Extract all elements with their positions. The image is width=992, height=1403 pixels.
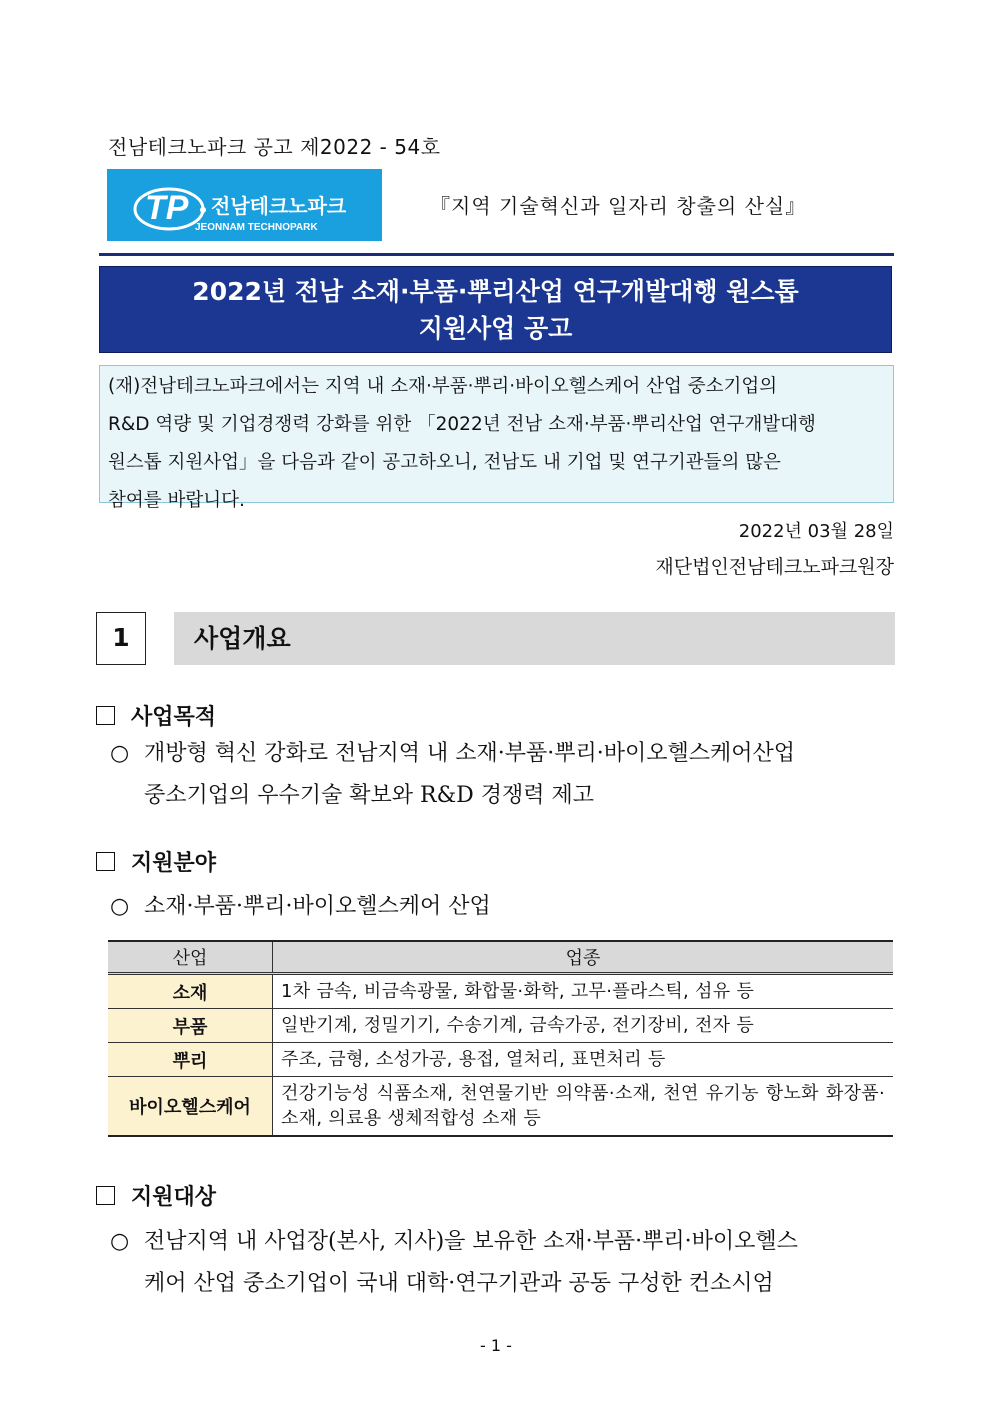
subsection-heading-target (96, 1180, 216, 1211)
subsection-heading-label: 지원대상 (131, 1185, 217, 1210)
table-cell-desc: 건강기능성 식품소재, 천연물기반 의약품·소재, 천연 유기농 항노화 화장품·소재, 의료용 생체적합성 소재 등 (273, 1077, 894, 1137)
logo-mark-icon (107, 169, 382, 241)
bullet-text: 개방형 혁신 강화로 전남지역 내 소재·부품·뿌리·바이오헬스케어산업 (144, 741, 796, 766)
table-row (108, 1009, 893, 1043)
subsection-heading-field (96, 846, 216, 877)
title-line-2: 지원사업 공고 (418, 314, 573, 343)
logo-title: 전남테크노파크 (211, 194, 347, 218)
notice-date: 2022년 03월 28일 (738, 521, 894, 542)
subsection-heading-purpose (96, 700, 216, 731)
slogan: 『지역 기술혁신과 일자리 창출의 산실』 (430, 194, 807, 218)
header-rule (99, 253, 894, 256)
bullet-field (110, 886, 900, 928)
circle-bullet-icon: ○ (110, 741, 130, 766)
section-number: 1 (96, 612, 146, 665)
notice-number: 전남테크노파크 공고 제2022 - 54호 (108, 135, 441, 159)
section-title: 사업개요 (174, 612, 895, 665)
table-row (108, 1043, 893, 1077)
table-cell-desc: 1차 금속, 비금속광물, 화합물·화학, 고무·플라스틱, 섬유 등 (273, 974, 894, 1009)
checkbox-square-icon (96, 706, 115, 725)
logo-tp-text: TP (145, 189, 189, 227)
intro-paragraph (99, 365, 894, 511)
table-cell-category: 뿌리 (108, 1043, 273, 1077)
jeonnam-technopark-logo (107, 169, 382, 241)
table-cell-category: 바이오헬스케어 (108, 1077, 273, 1137)
table-row (108, 974, 893, 1009)
table-header-industry: 산업 (108, 941, 273, 974)
table-header-row (108, 941, 893, 974)
intro-line: (재)전남테크노파크에서는 지역 내 소재·부품·뿌리·바이오헬스케어 산업 중소기업의 (108, 376, 778, 397)
bullet-text-continued: 중소기업의 우수기술 확보와 R&D 경쟁력 제고 (144, 783, 595, 808)
bullet-text-continued: 케어 산업 중소기업이 국내 대학·연구기관과 공동 구성한 컨소시엄 (144, 1271, 774, 1296)
intro-line: 참여를 바랍니다. (108, 490, 245, 511)
table-cell-category: 소재 (108, 974, 273, 1009)
intro-line: 원스톱 지원사업」을 다음과 같이 공고하오니, 전남도 내 기업 및 연구기관들의 많은 (108, 452, 781, 473)
table-cell-category: 부품 (108, 1009, 273, 1043)
title-line-1: 2022년 전남 소재·부품·뿌리산업 연구개발대행 원스톱 (192, 277, 799, 306)
issuer-name: 재단법인전남테크노파크원장 (655, 556, 894, 578)
bullet-target (110, 1221, 900, 1305)
logo-subtitle: JEONNAM TECHNOPARK (195, 222, 318, 233)
page-number: - 1 - (480, 1336, 512, 1355)
bullet-text: 전남지역 내 사업장(본사, 지사)을 보유한 소재·부품·뿌리·바이오헬스 (144, 1229, 798, 1254)
subsection-heading-label: 사업목적 (131, 705, 217, 730)
checkbox-square-icon (96, 852, 115, 871)
table-header-type: 업종 (273, 941, 894, 974)
table-row (108, 1077, 893, 1137)
bullet-purpose (110, 733, 900, 817)
notice-title-box (99, 266, 892, 353)
table-cell-desc: 일반기계, 정밀기기, 수송기계, 금속가공, 전기장비, 전자 등 (273, 1009, 894, 1043)
circle-bullet-icon: ○ (110, 1229, 130, 1254)
subsection-heading-label: 지원분야 (131, 851, 217, 876)
industry-table (108, 940, 893, 1137)
intro-line: R&D 역량 및 기업경쟁력 강화를 위한 「2022년 전남 소재·부품·뿌리산업 연구개발대행 (108, 414, 816, 435)
checkbox-square-icon (96, 1186, 115, 1205)
table-cell-desc: 주조, 금형, 소성가공, 용접, 열처리, 표면처리 등 (273, 1043, 894, 1077)
bullet-text: 소재·부품·뿌리·바이오헬스케어 산업 (144, 894, 491, 919)
circle-bullet-icon: ○ (110, 894, 130, 919)
